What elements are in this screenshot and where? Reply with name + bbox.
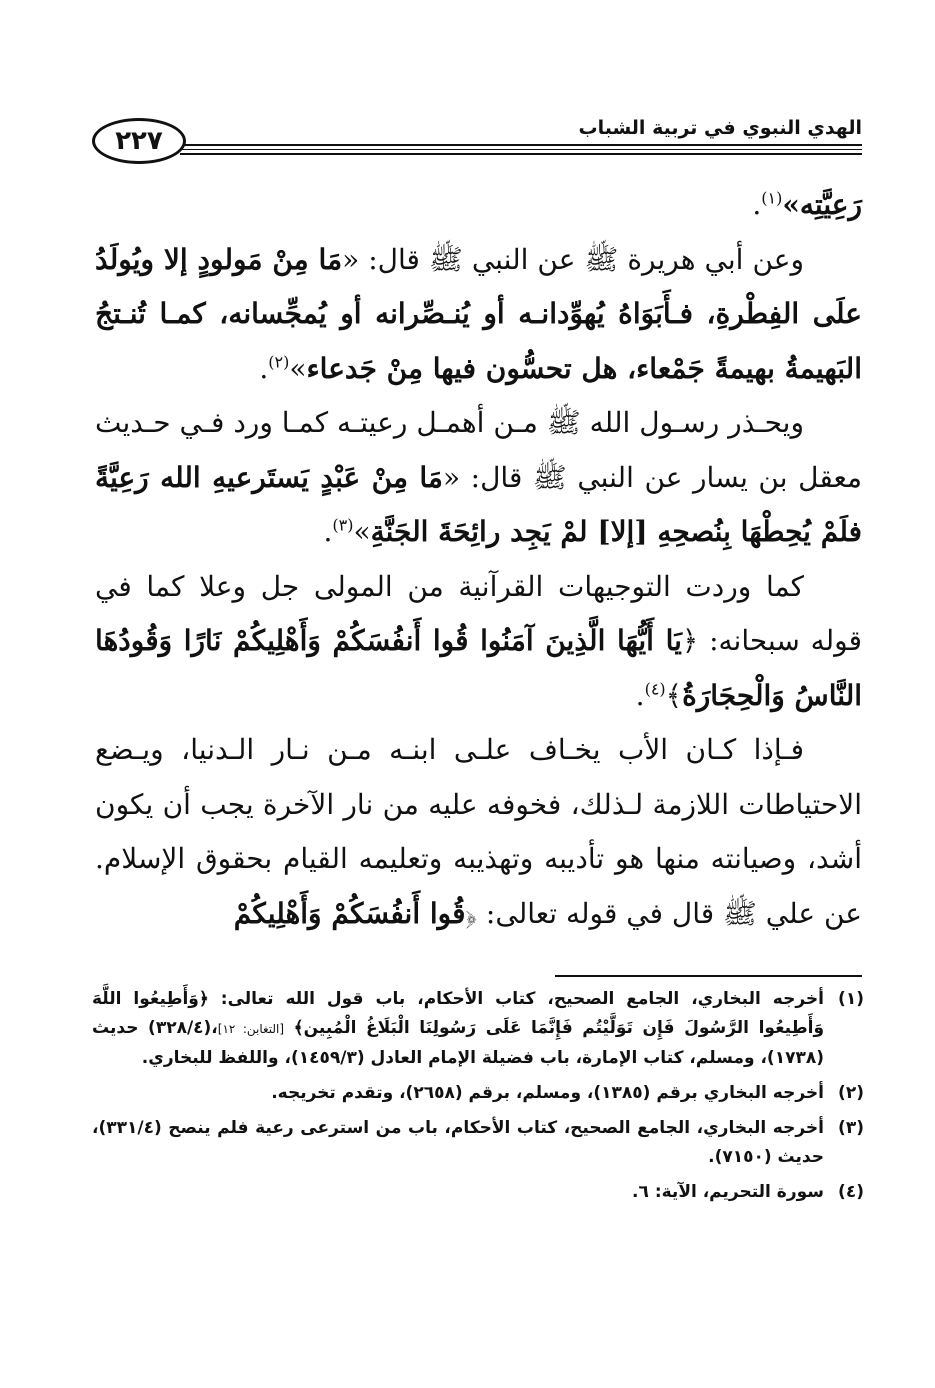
- page-header: [92, 118, 862, 178]
- footnote-text: أخرجه البخاري برقم (١٣٨٥)، ومسلم، برقم (٢٦٥٨)، وتقدم تخريجه.: [271, 1083, 824, 1103]
- quran-verse: يَا أَيُّهَا الَّذِينَ آمَنُوا قُوا أَنفُسَكُمْ وَأَهْلِيكُمْ نَارًا وَقُودُهَا النَّاسُ وَالْحِجَارَةُ: [95, 624, 862, 712]
- verse-citation: [التغابن: ١٢]: [217, 1022, 285, 1036]
- footnote-text: [92, 985, 824, 1073]
- footnote-number: (٣): [838, 1118, 864, 1138]
- quran-verse: قُوا أَنفُسَكُمْ وَأَهْلِيكُمْ: [233, 896, 466, 930]
- footnote-text: أخرجه البخاري، الجامع الصحيح، كتاب الأحكام، باب من استرعى رعية فلم ينصح (٣٣١/٤)، حديث (٧١٥٠).: [92, 1118, 824, 1167]
- footnote-text-b: ،(٣٢٨/٤) حديث (١٧٣٨)، ومسلم، كتاب الإمارة، باب فضيلة الإمام العادل (١٤٥٩/٣)، واللفظ للبخاري.: [92, 1018, 824, 1068]
- footnote-4: [92, 1178, 864, 1207]
- paragraph-intro: كما وردت التوجيهات القرآنية من المولى جل وعلا كما في قوله سبحانه: ﴿: [95, 569, 862, 657]
- hadith-text: مَا مِنْ عَبْدٍ يَستَرعيهِ الله رَعِيَّةً فلَمْ يُحِطْهَا بِنُصحِهِ [إلا] لمْ يَجِد رائِحَةَ الجَنَّةِ: [95, 460, 862, 548]
- paragraph-5: [95, 723, 862, 941]
- header-rule: [180, 144, 862, 146]
- paragraph-1: [95, 178, 862, 233]
- hadith-text: مَا مِنْ مَولودٍ إلا ويُولَدُ علَى الفِطْرةِ، فـأَبَوَاهُ يُهوِّدانـه أو يُنـصِّرانه أو يُمجِّسانه، كمـا تُنـتجُ البَهيمةُ بهيمةً جَمْعاء، هل تحسُّون فيها مِنْ جَدعاء: [95, 242, 862, 385]
- paragraph-intro: ويحـذر رسـول الله ﷺ مـن أهمـل رعيتـه كمـا ورد فـي حـديث معقل بن يسار عن النبي ﷺ قال: «: [95, 406, 862, 494]
- footnote-number: (٢): [838, 1083, 864, 1103]
- footnote-number: (٤): [838, 1182, 864, 1202]
- paragraph-end: .: [259, 351, 269, 385]
- footnote-ref[interactable]: (١): [761, 188, 783, 208]
- header-rule: [180, 153, 862, 155]
- footnotes: [92, 985, 864, 1213]
- header-rule: [180, 149, 862, 150]
- footnote-ref[interactable]: (٤): [644, 679, 666, 699]
- paragraph-end: .: [635, 678, 645, 712]
- body-text: [95, 178, 862, 941]
- paragraph-end: .: [752, 188, 762, 221]
- footnote-ref[interactable]: (٢): [268, 352, 290, 372]
- page-number: ٢٢٧: [92, 118, 186, 164]
- footnote-separator: [555, 975, 862, 977]
- quote-close: »: [353, 515, 371, 548]
- paragraph-2: [95, 233, 862, 397]
- footnote-text: سورة التحريم، الآية: ٦.: [632, 1182, 824, 1202]
- footnote-text-a: أخرجه البخاري، الجامع الصحيح، كتاب الأحكام، باب قول الله تعالى: ﴿وَأَطِيعُوا اللَّهَ وَأَطِيعُوا الرَّسُولَ فَإِن تَوَلَّيْتُم فَإِنَّمَا عَلَى رَسُولِنَا الْبَلَاغُ الْمُبِين﴾: [92, 989, 825, 1038]
- footnote-ref[interactable]: (٣): [332, 515, 354, 535]
- footnote-2: [92, 1079, 864, 1108]
- quote-close: »: [289, 351, 307, 385]
- running-title: الهدي النبوي في تربية الشباب: [568, 116, 862, 140]
- hadith-fragment: رَعِيَّتِه»: [782, 188, 862, 221]
- paragraph-end: .: [323, 515, 333, 548]
- footnote-3: [92, 1114, 864, 1172]
- footnote-number: (١): [838, 989, 864, 1009]
- paragraph-4: [95, 560, 862, 724]
- quote-close: ﴾: [665, 678, 683, 712]
- paragraph-text: فـإذا كـان الأب يخـاف علـى ابنـه مـن نـار الـدنيا، ويـضع الاحتياطات اللازمة لـذلك، فخوفه عليه من نار الآخرة يجب أن يكون أشد، وصيانته منها هو تأديبه وتهذيبه وتعليمه القيام بحقوق الإسلام. عن علي ﷺ قال في قوله تعالى: ﴿: [95, 733, 863, 930]
- paragraph-3: [95, 396, 862, 560]
- footnote-1: [92, 985, 864, 1073]
- paragraph-intro: وعن أبي هريرة ﷺ عن النبي ﷺ قال: «: [342, 242, 804, 276]
